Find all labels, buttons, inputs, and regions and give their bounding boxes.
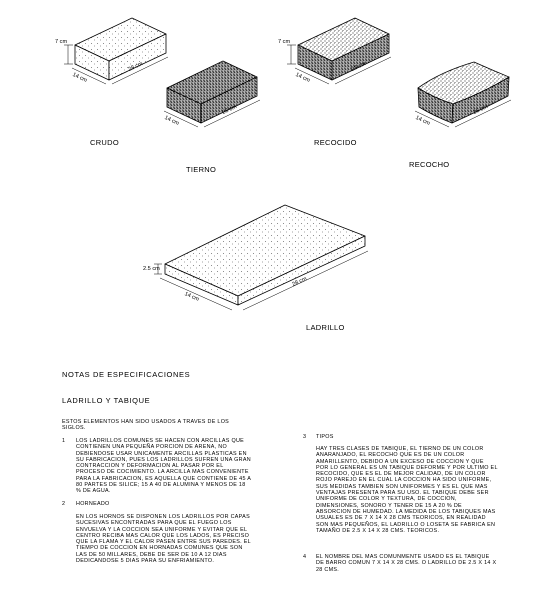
ladrillo-length-dim: 28 cm — [291, 276, 308, 288]
crudo-length-dim: 28 cm — [127, 61, 144, 73]
ladrillo-height-dim: 2.5 cm — [143, 266, 160, 272]
recocido-length-dim: 28 cm — [350, 61, 367, 73]
tierno-width-dim: 14 cm — [163, 115, 180, 127]
caption-crudo: CRUDO — [90, 138, 119, 147]
caption-recocido: RECOCIDO — [314, 138, 357, 147]
brick-recocido — [298, 18, 389, 80]
recocido-height-dim: 7 cm — [278, 39, 291, 45]
recocido-width-dim: 14 cm — [294, 72, 311, 84]
crudo-height-dim: 7 cm — [55, 39, 68, 45]
recocho-width-dim: 14 cm — [414, 115, 431, 127]
notes-intro: ESTOS ELEMENTOS HAN SIDO USADOS A TRAVES DE LOS SIGLOS. — [62, 419, 230, 432]
note-3-number: 3 — [303, 434, 307, 440]
notes-subtitle: LADRILLO Y TABIQUE — [62, 396, 151, 405]
tierno-length-dim: 28 cm — [221, 104, 238, 116]
note-1-number: 1 — [62, 438, 66, 444]
notes-title: NOTAS DE ESPECIFICACIONES — [62, 370, 191, 379]
note-3-text: HAY TRES CLASES DE TABIQUE, EL TIERNO DE UN COLOR ANARANJADO, EL RECOCHO QUE ES DE UN COLOR AMARILLENTO, DEBIDO A UN EXCESO DE COCCION Y QUE POR LO GENERAL ES UN TABIQUE DEFORME Y POR ULTIMO EL RECOCIDO, QUE ES EL DE MEJOR CALIDAD, DE UN COLOR ROJO PAREJO EN EL CUAL LA COCCION HA SIDO UNIFORME, SUS MEDIDAS TAMBIEN SON UNIFORMES Y ES EL QUE MAS VENTAJAS PRESENTA PARA SU USO. EL TABIQUE DEBE SER UNIFORME DE COLOR Y TEXTURA, DE COCCION, DIMENSIONES, SONORO Y TENER DE 15 A 20 % DE ABSORCION DE HUMEDAD. LA MEDIDA DE LOS TABIQUES MAS USUALES ES DE 7 X 14 X 28 CMS TEORICOS, EN REALIDAD SON MAS PEQUEÑOS, EL LADRILLO O LOSETA SE FABRICA EN TAMAÑO DE 2.5 X 14 X 28 CMS. TEORICOS. — [316, 446, 498, 534]
caption-recocho: RECOCHO — [409, 160, 450, 169]
note-2-heading: HORNEADO — [76, 501, 110, 507]
brick-crudo — [75, 18, 166, 80]
note-4-number: 4 — [303, 554, 307, 560]
caption-ladrillo: LADRILLO — [306, 323, 345, 332]
note-1-text: LOS LADRILLOS COMUNES SE HACEN CON ARCILLAS QUE CONTIENEN UNA PEQUEÑA PORCION DE ARENA, NO DEBIENDOSE USAR UNICAMENTE ARCILLAS PLASTICAS EN SU FABRICACION, PUES LOS LADRILLOS SUFREN UNA GRAN CONTRACCION Y DEFORMACION AL PASAR POR EL PROCESO DE COCIMIENTO. LA ARCILLA MAS CONVENIENTE PARA LA FABRICACION, ES AQUELLA QUE CONTIENE DE 45 A 80 PARTES DE SILICE; 15 A 40 DE ALUMINA Y MENOS DE 18 % DE AGUA. — [76, 438, 251, 495]
note-2-number: 2 — [62, 501, 66, 507]
note-2-text: EN LOS HORNOS SE DISPONEN LOS LADRILLOS POR CAPAS SUCESIVAS ENCONTRADAS PARA QUE EL FUEGO LOS ENVUELVA Y LA COCCION SEA UNIFORME Y EVITAR QUE EL CENTRO RECIBA MAS CALOR QUE LOS LADOS, ES PRECISO QUE LA FLAMA Y EL CALOR PASEN ENTRE SUS PAREDES. EL TIEMPO DE COCCION EN HORNADAS COMUNES QUE SON LAS DE 50 MILLARES, DEBE DE SER DE 10 A 12 DIAS DEDICANDOSE 5 DIAS PARA SU ENFRIAMIENTO. — [76, 514, 251, 565]
note-3-heading: TIPOS — [316, 434, 334, 440]
crudo-width-dim: 14 cm — [71, 72, 88, 84]
note-4-text: EL NOMBRE DEL MAS COMUNMENTE USADO ES EL TABIQUE DE BARRO COMUN 7 X 14 X 28 CMS. O LADRILLO DE 2.5 X 14 X 28 CMS. — [316, 554, 497, 573]
brick-ladrillo — [165, 205, 365, 305]
recocho-length-dim: 28 cm — [472, 104, 489, 116]
brick-tierno — [167, 61, 257, 123]
brick-recocho — [418, 62, 509, 123]
caption-tierno: TIERNO — [186, 165, 217, 174]
ladrillo-width-dim: 14 cm — [183, 291, 200, 303]
